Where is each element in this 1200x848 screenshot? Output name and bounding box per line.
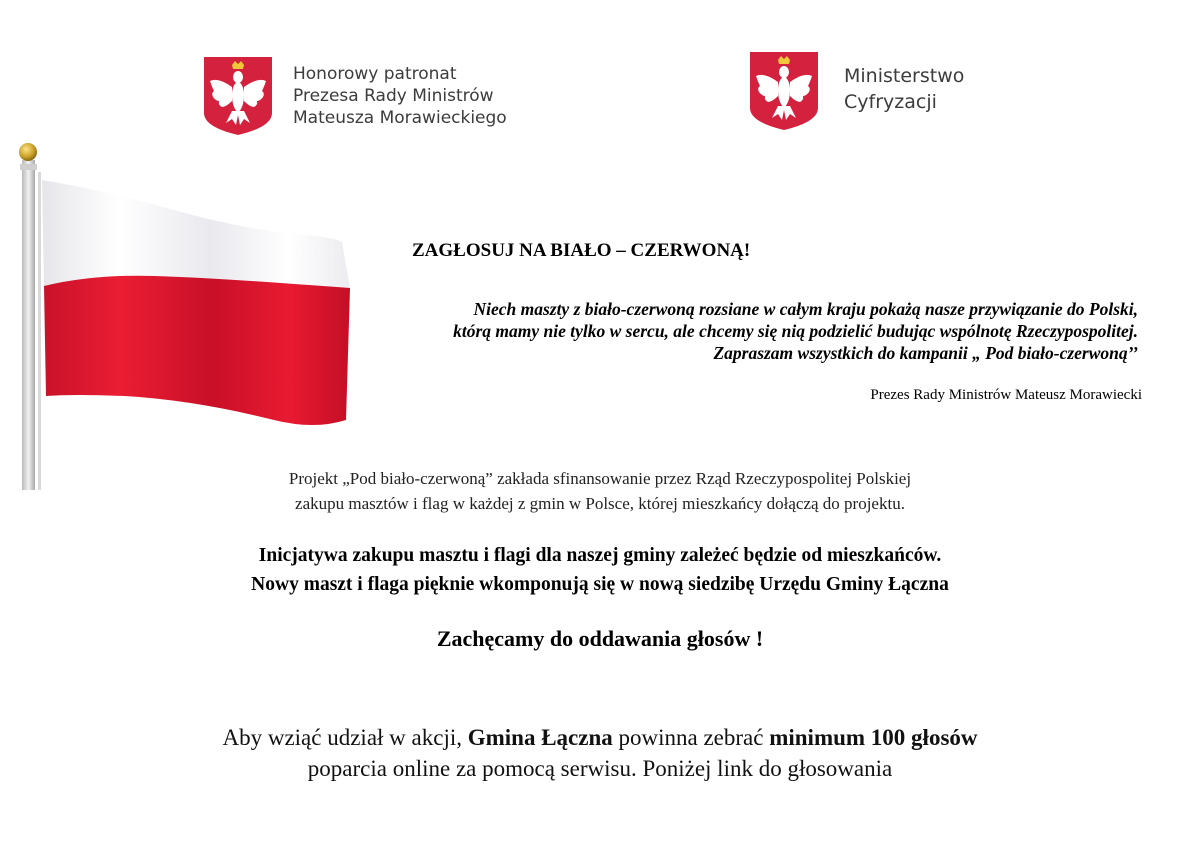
quote-line2: którą mamy nie tylko w sercu, ale chcemy się nią podzielić budując wspólnotę Rzeczypospolitej. xyxy=(453,321,1138,341)
initiative-line2: Nowy maszt i flaga pięknie wkomponują się w nową siedzibę Urzędu Gminy Łączna xyxy=(251,574,949,595)
headline: ZAGŁOSUJ NA BIAŁO – CZERWONĄ! xyxy=(412,240,751,261)
initiative-text xyxy=(0,541,1200,599)
action-line2: poparcia online za pomocą serwisu. Poniżej link do głosowania xyxy=(307,756,893,781)
polish-flag-image xyxy=(14,138,354,490)
logo-left-line1: Honorowy patronat xyxy=(293,64,457,84)
action-line1 xyxy=(0,722,1200,753)
polish-eagle-emblem-icon xyxy=(202,55,274,137)
quote-line3: Zapraszam wszystkich do kampanii „ Pod biało-czerwoną’’ xyxy=(713,343,1138,363)
logo-left-line3: Mateusza Morawieckiego xyxy=(293,108,507,128)
call-to-vote: Zachęcamy do oddawania głosów ! xyxy=(436,626,764,651)
project-description xyxy=(0,466,1200,516)
participation-info xyxy=(0,722,1200,784)
project-line2: zakupu masztów i flag w każdej z gmin w Polsce, której mieszkańcy dołączą do projektu. xyxy=(295,494,905,513)
logo-right-line2: Cyfryzacji xyxy=(844,91,937,113)
municipality-name: Gmina Łączna xyxy=(467,725,613,750)
pm-quote xyxy=(453,298,1138,364)
quote-line1: Niech maszty z biało-czerwoną rozsiane w całym kraju pokażą nasze przywiązanie do Polski, xyxy=(473,299,1138,319)
quote-signature: Prezes Rady Ministrów Mateusz Morawiecki xyxy=(870,387,1142,403)
logo-left-line2: Prezesa Rady Ministrów xyxy=(293,86,494,106)
action-part2: powinna zebrać xyxy=(612,725,770,750)
logo-right-line1: Ministerstwo xyxy=(844,65,965,87)
vote-minimum: minimum 100 głosów xyxy=(769,725,978,750)
action-part1: Aby wziąć udział w akcji, xyxy=(222,725,468,750)
project-line1: Projekt „Pod biało-czerwoną” zakłada sfinansowanie przez Rząd Rzeczypospolitej Polskiej xyxy=(288,469,912,488)
initiative-line1: Inicjatywa zakupu masztu i flagi dla naszej gminy zależeć będzie od mieszkańców. xyxy=(258,545,942,566)
polish-eagle-emblem-icon xyxy=(748,50,820,132)
